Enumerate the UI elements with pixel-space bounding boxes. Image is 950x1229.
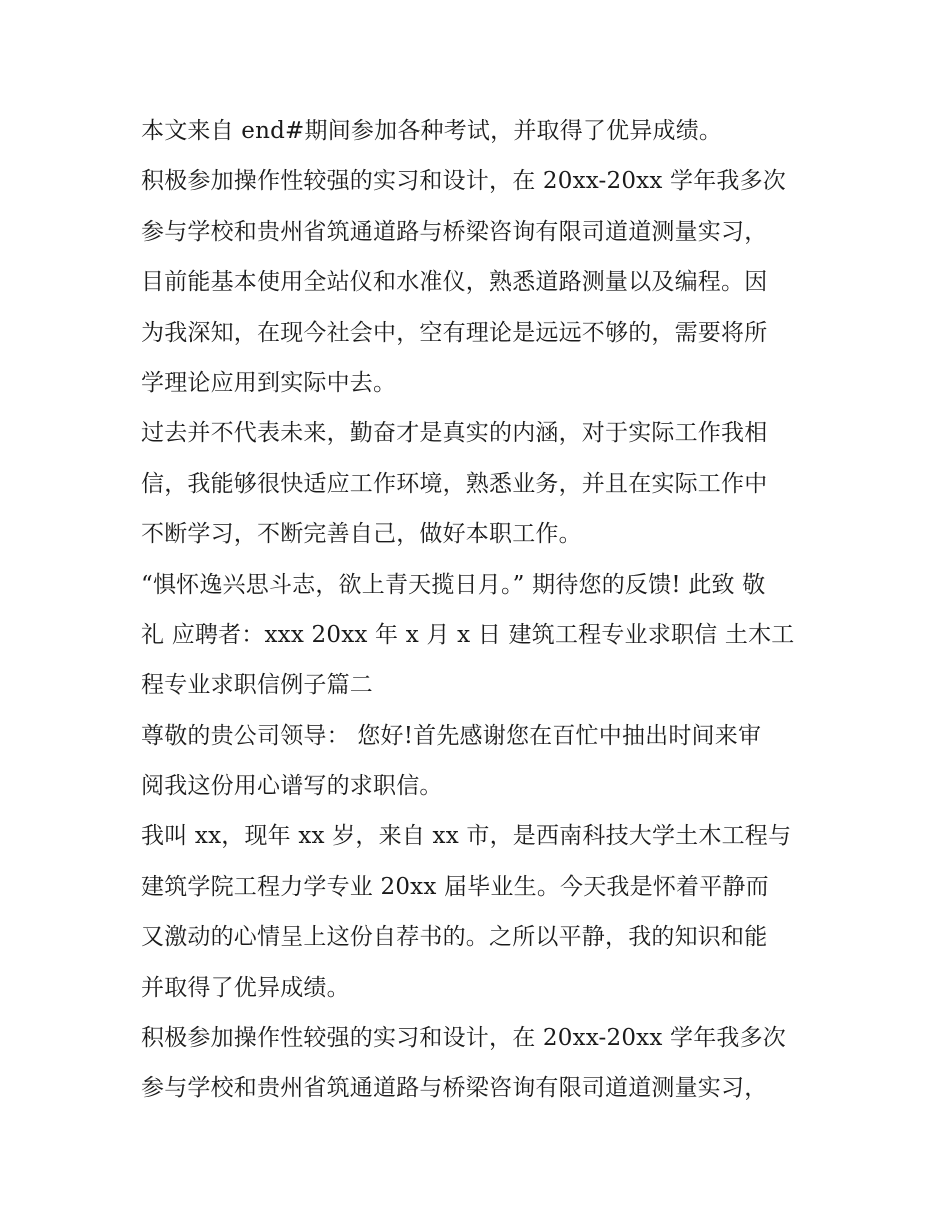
text-line: 阅我这份用心谱写的求职信。 [141,773,443,800]
text-line: 又激动的心情呈上这份自荐书的。之所以平静，我的知识和能 [141,924,768,951]
text-line: “惧怀逸兴思斗志，欲上青天揽日月。” 期待您的反馈! 此致 敬 [141,571,766,598]
text-line: 建筑学院工程力学专业 20xx 届毕业生。今天我是怀着平静而 [141,873,769,900]
text-line: 参与学校和贵州省筑通道路与桥梁咨询有限司道道测量实习， [141,1075,768,1102]
text-line: 本文来自 end#期间参加各种考试，并取得了优异成绩。 [141,118,723,144]
text-line: 并取得了优异成绩。 [141,974,350,1001]
text-line: 参与学校和贵州省筑通道路与桥梁咨询有限司道道测量实习， [141,218,768,245]
text-line: 我叫 xx，现年 xx 岁，来自 xx 市，是西南科技大学土木工程与 [141,823,792,850]
text-line: 礼 应聘者：xxx 20xx 年 x 月 x 日 建筑工程专业求职信 土木工 [141,621,795,648]
text-line: 程专业求职信例子篇二 [141,672,373,699]
text-line: 不断学习，不断完善自己，做好本职工作。 [141,521,582,548]
text-line: 积极参加操作性较强的实习和设计，在 20xx-20xx 学年我多次 [141,1025,787,1052]
text-line: 学理论应用到实际中去。 [141,369,397,396]
document-body [141,106,821,1114]
text-line: 目前能基本使用全站仪和水准仪，熟悉道路测量以及编程。因 [141,269,768,296]
text-line: 积极参加操作性较强的实习和设计，在 20xx-20xx 学年我多次 [141,168,787,195]
text-line: 尊敬的贵公司领导： 您好!首先感谢您在百忙中抽出时间来审 [141,722,762,749]
text-line: 过去并不代表未来，勤奋才是真实的内涵，对于实际工作我相 [141,420,768,447]
text-line: 为我深知，在现今社会中，空有理论是远远不够的，需要将所 [141,319,768,346]
text-line: 信，我能够很快适应工作环境，熟悉业务，并且在实际工作中 [141,470,768,497]
